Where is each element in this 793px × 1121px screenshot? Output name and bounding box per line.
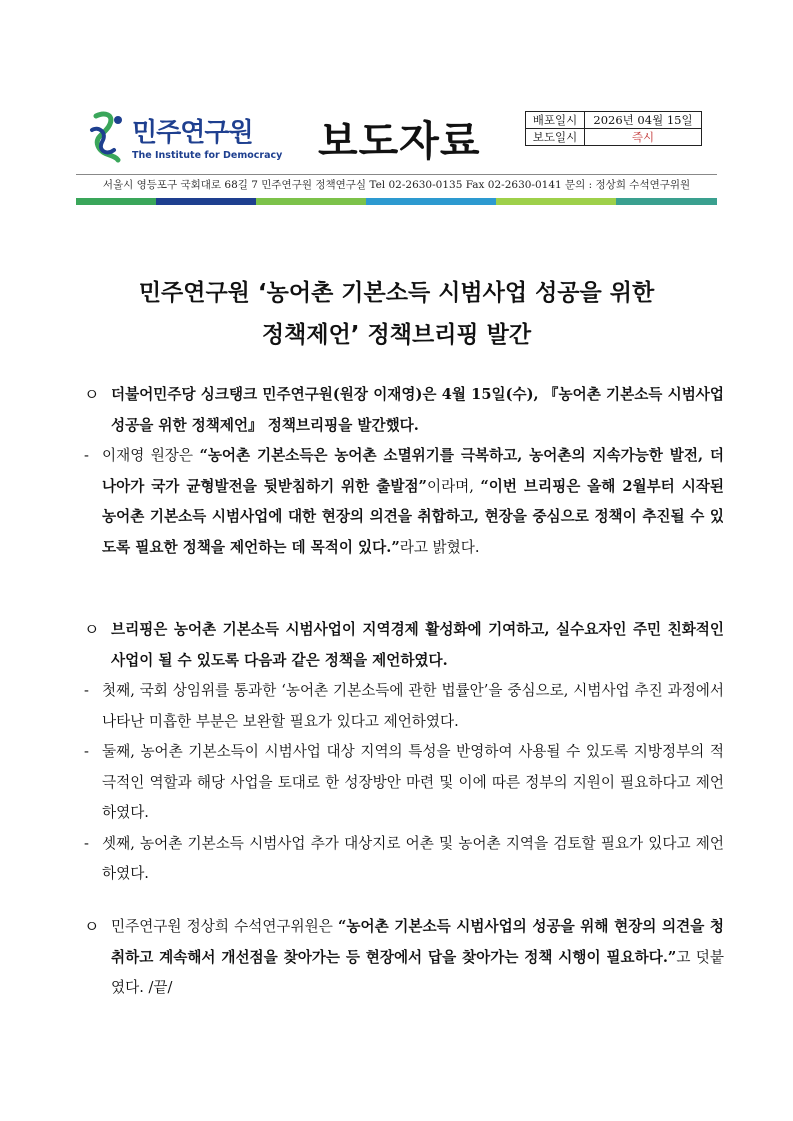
quote-connector: 이라며, bbox=[426, 477, 481, 495]
logo-name: 민주연구원 bbox=[132, 118, 253, 148]
headline-line-1: 민주연구원 ‘농어촌 기본소득 시범사업 성공을 위한 bbox=[138, 280, 655, 306]
logo-subtitle: The Institute for Democracy bbox=[132, 150, 283, 161]
dash-bullet: - bbox=[84, 743, 89, 760]
header-divider bbox=[76, 174, 717, 175]
color-band-divider bbox=[76, 198, 717, 205]
section-3-text bbox=[111, 912, 724, 1004]
closing-text: 고 덧붙였다. /끝/ bbox=[111, 948, 725, 996]
dash-bullet: - bbox=[84, 834, 89, 852]
list-item bbox=[84, 737, 724, 829]
release-info-table bbox=[525, 111, 702, 146]
quote-ending: 라고 밝혔다. bbox=[399, 538, 480, 556]
section-1-quote-text bbox=[102, 441, 724, 563]
list-item bbox=[84, 676, 724, 737]
circle-bullet-icon: ㅇ bbox=[84, 385, 100, 404]
section-1-lead-text: 더불어민주당 싱크탱크 민주연구원(원장 이재영)은 4월 15일(수), 『농어촌 기본소득 시범사업 성공을 위한 정책제언』 정책브리핑을 발간했다. bbox=[111, 386, 724, 434]
release-date-row bbox=[526, 112, 702, 129]
dash-bullet: - bbox=[84, 447, 89, 464]
circle-bullet-icon: ㅇ bbox=[84, 620, 100, 639]
researcher-intro: 민주연구원 정상희 수석연구위원은 bbox=[111, 918, 338, 935]
director-quote-1: “농어촌 기본소득은 농어촌 소멸위기를 극복하고, 농어촌의 지속가능한 발전, 더 나아가 국가 균형발전을 뒷받침하기 위한 출발점” bbox=[102, 447, 725, 495]
section-1-quote bbox=[84, 441, 724, 563]
circle-bullet-icon: ㅇ bbox=[84, 917, 100, 936]
section-1 bbox=[84, 380, 724, 563]
release-date-value: 2026년 04월 15일 bbox=[585, 112, 702, 129]
document-type-title: 보도자료 bbox=[318, 117, 481, 165]
section-2-lead-text: 브리핑은 농어촌 기본소득 시범사업이 지역경제 활성화에 기여하고, 실수요자인 주민 친화적인 사업이 될 수 있도록 다음과 같은 정책을 제언하였다. bbox=[111, 621, 724, 669]
policy-item-1: 첫째, 국회 상임위를 통과한 ‘농어촌 기본소득에 관한 법률안’을 중심으로, 시범사업 추진 과정에서 나타난 미흡한 부분은 보완할 필요가 있다고 제언하였다. bbox=[102, 682, 724, 730]
embargo-row bbox=[526, 129, 702, 146]
headline-line-2: 정책제언’ 정책브리핑 발간 bbox=[261, 322, 532, 348]
list-item bbox=[84, 829, 724, 890]
release-date-label: 배포일시 bbox=[526, 112, 585, 129]
headline bbox=[60, 272, 733, 356]
researcher-quote: “농어촌 기본소득 시범사업의 성공을 위해 현장의 의견을 청취하고 계속해서 개선점을 찾아가는 등 현장에서 답을 찾아가는 정책 시행이 필요하다.” bbox=[111, 918, 724, 966]
logo bbox=[88, 108, 283, 168]
section-3 bbox=[84, 912, 724, 1004]
section-1-lead bbox=[84, 380, 724, 441]
democracy-logo-icon bbox=[88, 110, 128, 164]
section-2-lead bbox=[84, 615, 724, 676]
section-3-statement bbox=[84, 912, 724, 1004]
embargo-label: 보도일시 bbox=[526, 129, 585, 146]
policy-item-3: 셋째, 농어촌 기본소득 시범사업 추가 대상지로 어촌 및 농어촌 지역을 검토할 필요가 있다고 제언하였다. bbox=[102, 834, 724, 882]
embargo-value: 즉시 bbox=[585, 129, 702, 146]
quote-intro: 이재영 원장은 bbox=[102, 447, 200, 464]
section-2 bbox=[84, 615, 724, 890]
director-quote-2: “이번 브리핑은 올해 2월부터 시작된 농어촌 기본소득 시범사업에 대한 현장의 의견을 취합하고, 현장을 중심으로 정책이 추진될 수 있도록 필요한 정책을 제언하는 데 목적이 있다.” bbox=[102, 477, 724, 556]
policy-item-2: 둘째, 농어촌 기본소득이 시범사업 대상 지역의 특성을 반영하여 사용될 수 있도록 지방정부의 적극적인 역할과 해당 사업을 토대로 한 성장방안 마련 및 이에 따른 정부의 지원이 필요하다고 제언하였다. bbox=[102, 743, 724, 821]
dash-bullet: - bbox=[84, 682, 89, 699]
contact-line: 서울시 영등포구 국회대로 68길 7 민주연구원 정책연구실 Tel 02-2630-0135 Fax 02-2630-0141 문의 : 정상희 수석연구위원 bbox=[102, 179, 691, 191]
